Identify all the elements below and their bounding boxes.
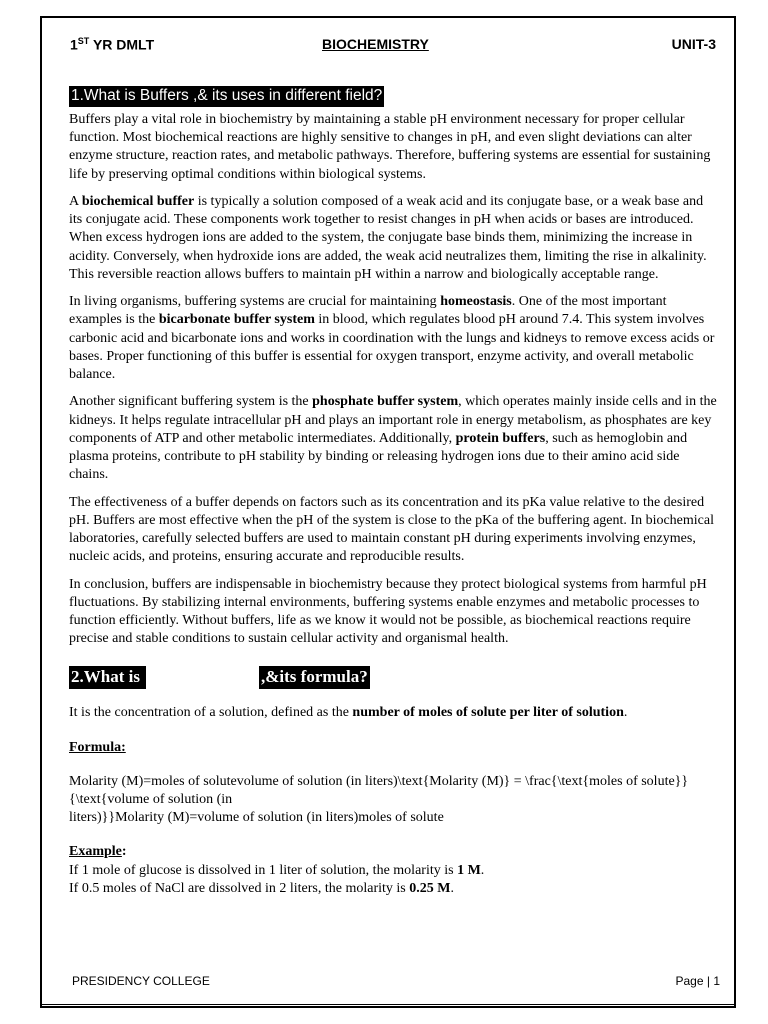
section1-paragraph-5: The effectiveness of a buffer depends on factors such as its concentration and its pKa value relative to the desired pH. Buffers are most effective when the pH of the system is close to the pKa of the buffering agent. In biochemical laboratories, carefully selected buffers are used to maintain constant pH during experiments involving enzymes, nucleic acids, and proteins, ensuring accurate and reproducible results. — [69, 494, 714, 565]
text-run: is typically a solution composed of a weak acid and its conjugate base, or a weak base and its conjugate acid. These components work together to resist changes in pH when acids or bases are introduced. When excess hydrogen ions are added to the system, the conjugate base binds them, minimizing the increase in acidity. Conversely, when hydroxide ions are added, the weak acid neutralizes them, limiting the rise in alkalinity. This reversible reaction allows buffers to maintain pH within a narrow and biologically acceptable range. — [69, 194, 707, 282]
example-colon: : — [121, 844, 127, 860]
molarity-definition — [69, 704, 717, 722]
header-year-number: 1 — [70, 36, 78, 53]
header-year-sup: ST — [77, 36, 90, 46]
bold-term-biochemical-buffer: biochemical buffer — [81, 194, 195, 209]
example-2-value: 0.25 M — [409, 880, 451, 896]
text-run: . — [450, 880, 454, 896]
text-run: , such as hemoglobin and plasma proteins, contribute to pH stability by binding or releasing hydrogen ions due to their amino acid side chains. — [69, 430, 688, 483]
example-label-text: Example — [69, 844, 122, 860]
text-run: A — [69, 194, 82, 209]
header-course — [70, 36, 154, 53]
text-run: It is the concentration of a solution, defined as the — [69, 705, 353, 721]
header-year-rest: YR DMLT — [89, 36, 155, 53]
section1-paragraph-3 — [69, 293, 717, 384]
text-run: . One of the most important examples is the — [69, 294, 667, 328]
header-unit: UNIT-3 — [671, 36, 716, 52]
example-1-value: 1 M — [457, 862, 481, 878]
formula-line-2: liters)}}Molarity (M)=volume of solution (in liters)moles of solute — [69, 810, 444, 826]
text-run: . — [480, 862, 485, 878]
header-subject: BIOCHEMISTRY — [322, 36, 429, 52]
footer-college: PRESIDENCY COLLEGE — [72, 974, 210, 988]
section2-heading-part2: ,&its formula? — [259, 666, 370, 689]
document-body — [69, 86, 717, 898]
footer-page-label: Page — [675, 974, 704, 988]
section1-paragraph-2 — [69, 193, 717, 284]
footer-separator: | — [706, 974, 710, 988]
text-run: , which operates mainly inside cells and in the kidneys. It helps regulate intracellular pH and plays an important role in energy metabolism, as phosphates are key components of ATP and other metabolic intermediates. Additionally, — [69, 394, 717, 446]
text-run: Another significant buffering system is the — [69, 394, 313, 410]
page-header — [70, 36, 716, 58]
bold-term-homeostasis: homeostasis — [440, 294, 512, 310]
formula-label — [69, 739, 717, 757]
example-label — [69, 843, 717, 861]
footer-page-number: 1 — [713, 974, 720, 988]
text-run: . — [623, 705, 628, 721]
example-1 — [69, 862, 717, 880]
formula-label-text: Formula: — [69, 739, 126, 755]
text-run: in blood, which regulates blood pH around 7.4. This system involves carbonic acid and bicarbonate ions and works in coordination with the lungs and kidneys to remove excess acids or bases. Proper functioning of this buffer is essential for oxygen transport, enzyme activity, and overall metabolic balance. — [69, 312, 715, 383]
section1-paragraph-1: Buffers play a vital role in biochemistry by maintaining a stable pH environment necessary for proper cellular function. Most biochemical reactions are highly sensitive to changes in pH, and even slight deviations can alter enzyme structure, reaction rates, and metabolic pathways. Therefore, buffering systems are essential for sustaining life by preserving optimal conditions within biological systems. — [69, 112, 711, 182]
section2-heading — [69, 666, 717, 688]
example-2 — [69, 880, 717, 898]
page-footer — [72, 974, 720, 990]
section2-heading-part1: 2.What is — [69, 666, 146, 689]
formula-line-1: Molarity (M)=moles of solutevolume of solution (in liters)\text{Molarity (M)} = \frac{\text{moles of solute}}{\text{volume of solution (in — [69, 773, 689, 808]
text-run: If 1 mole of glucose is dissolved in 1 liter of solution, the molarity is — [69, 862, 458, 878]
section1-heading — [69, 86, 717, 107]
example-block — [69, 843, 717, 898]
section1-paragraph-4 — [69, 393, 717, 484]
bold-term-protein-buffers: protein buffers — [455, 430, 546, 446]
text-run: In living organisms, buffering systems are crucial for maintaining — [69, 294, 441, 310]
section1-paragraph-6: In conclusion, buffers are indispensable in biochemistry because they protect biological systems from harmful pH fluctuations. By stabilizing internal environments, buffering systems enable enzymes and metabolic processes to function efficiently. Without buffers, life as we know it would not be possible, as biochemical reactions require precise and stable conditions to sustain cellular activity and organismal health. — [69, 576, 707, 647]
section1-heading-text: 1.What is Buffers ,& its uses in different field? — [69, 86, 384, 107]
bold-definition: number of moles of solute per liter of solution — [352, 705, 624, 721]
formula-block — [69, 773, 717, 828]
text-run: If 0.5 moles of NaCl are dissolved in 2 liters, the molarity is — [69, 880, 410, 896]
footer-page — [675, 974, 720, 988]
bold-term-phosphate: phosphate buffer system — [312, 394, 459, 410]
bold-term-bicarbonate: bicarbonate buffer system — [158, 312, 315, 328]
